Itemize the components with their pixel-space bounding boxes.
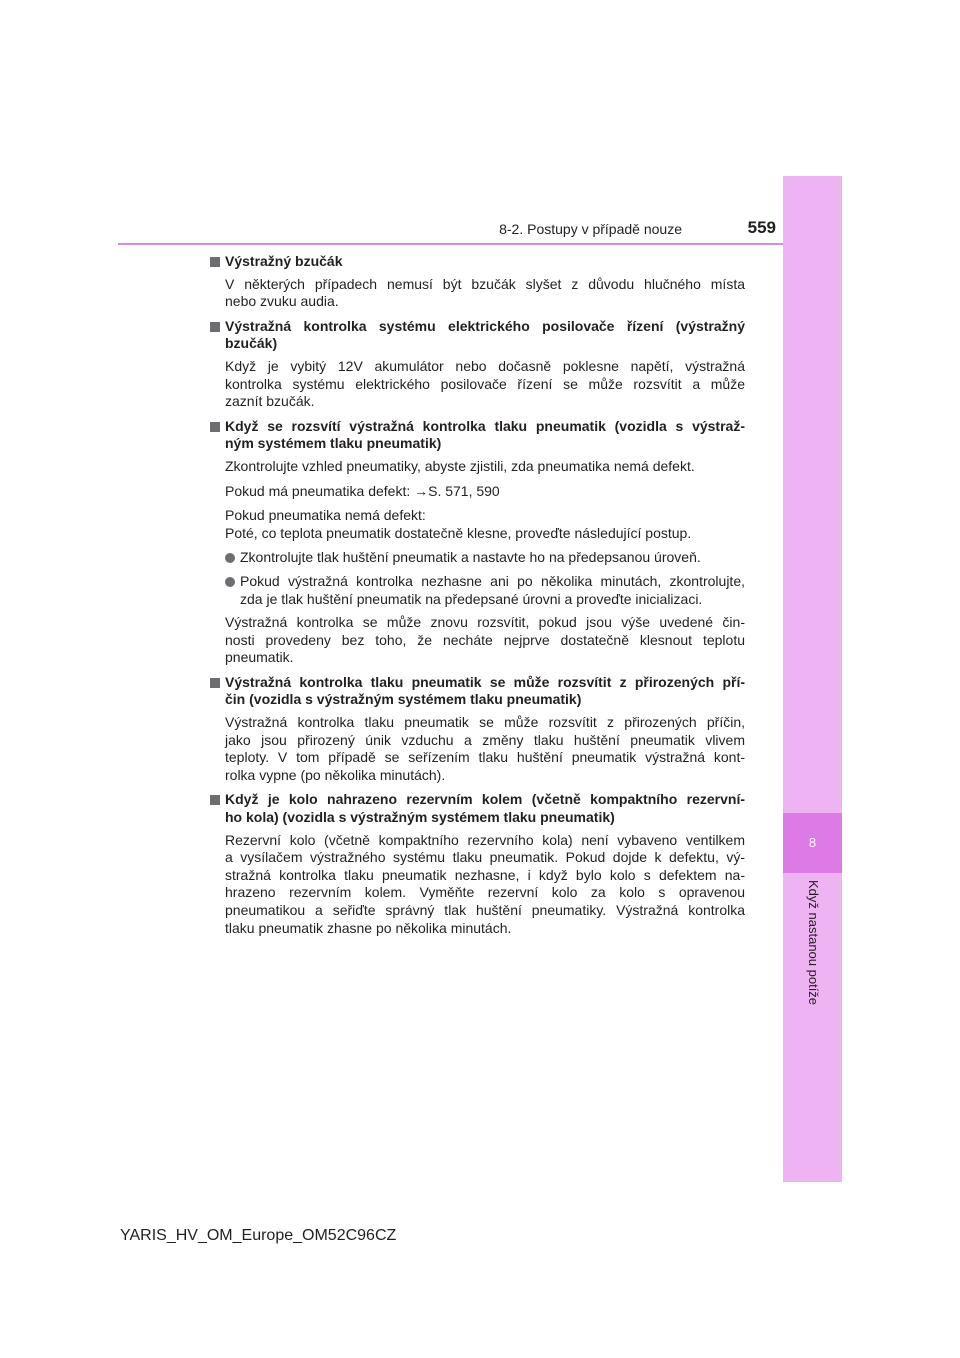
round-bullet-icon [225, 553, 235, 563]
list-item [210, 549, 745, 567]
heading-line: Výstražný bzučák [225, 253, 343, 269]
body-line: Zkontrolujte vzhled pneumatiky, abyste zjistili, zda pneumatika nemá defekt. [225, 457, 695, 474]
body-line: pneumatik. [225, 649, 294, 666]
square-bullet-icon [210, 257, 220, 267]
body-line: rolka vypne (po několika minutách). [225, 766, 446, 783]
square-bullet-icon [210, 795, 220, 805]
heading-line: Když je kolo nahrazeno rezervním kolem (včetně kompaktního rezervní- [225, 791, 745, 808]
section-body [210, 832, 745, 938]
body-line: Výstražná kontrolka se může znovu rozsvítit, pokud jsou výše uvedené čin- [225, 614, 745, 631]
section-paragraph [210, 614, 745, 667]
heading-line: čin (vozidla s výstražným systémem tlaku pneumatik) [225, 691, 582, 708]
page-content [210, 253, 745, 944]
heading-line: bzučák) [225, 335, 278, 352]
section-heading [210, 318, 745, 353]
body-line: tlaku pneumatik zhasne po několika minutách. [225, 919, 512, 936]
square-bullet-icon [210, 422, 220, 432]
section-heading [210, 418, 745, 453]
body-line: Když je vybitý 12V akumulátor nebo dočasně poklesne napětí, výstražná [225, 357, 745, 374]
chapter-number-tab: 8 [783, 813, 842, 873]
document-code-footer: YARIS_HV_OM_Europe_OM52C96CZ [120, 1227, 397, 1244]
list-item-line: Zkontrolujte tlak huštění pneumatik a nastavte ho na předepsanou úroveň. [240, 549, 701, 566]
body-line: jako jsou přirozený únik vzduchu a změny tlaku huštění pneumatik vlivem [225, 731, 745, 748]
list-item [210, 573, 745, 608]
list-item-line: Pokud výstražná kontrolka nezhasne ani po několika minutách, zkontrolujte, [240, 572, 745, 589]
section-heading [210, 674, 745, 709]
section-body [210, 276, 745, 311]
page-number: 559 [747, 218, 776, 237]
body-line: teploty. V tom případě se seřízením tlaku huštění pneumatik výstražná kont- [225, 749, 745, 766]
body-line: Výstražná kontrolka tlaku pneumatik se může rozsvítit z přirozených příčin, [225, 714, 745, 731]
section-heading [210, 791, 745, 826]
body-line: Rezervní kolo (včetně kompaktního rezervního kola) není vybaveno ventilkem [225, 831, 745, 848]
chapter-title-vertical: Když nastanou potíže [806, 880, 821, 1006]
body-line: Pokud má pneumatika defekt: →S. 571, 590 [225, 482, 500, 499]
heading-line: Výstražná kontrolka tlaku pneumatik se může rozsvítit z přirozených pří- [225, 673, 745, 690]
body-line: nebo zvuku audia. [225, 293, 339, 310]
section-body [210, 714, 745, 784]
body-line: V některých případech nemusí být bzučák slyšet z důvodu hlučného místa [225, 275, 745, 292]
body-line: hrazeno rezervním kolem. Vyměňte rezervní kolo za kolo s opravenou [225, 884, 745, 901]
body-line: a vysílačem výstražného systému tlaku pneumatik. Pokud dojde k defektu, vý- [225, 849, 745, 866]
body-line: pneumatikou a seřiďte správný tlak huštění pneumatiky. Výstražná kontrolka [225, 902, 745, 918]
square-bullet-icon [210, 322, 220, 332]
round-bullet-icon [225, 577, 235, 587]
heading-line: ným systémem tlaku pneumatik) [225, 435, 442, 452]
heading-line: Výstražná kontrolka systému elektrického posilovače řízení (výstražný [225, 317, 745, 334]
section-paragraph [210, 483, 745, 501]
list-item-line: zda je tlak huštění pneumatik na předepsané úrovni a proveďte inicializaci. [240, 590, 703, 607]
section-paragraph [210, 507, 745, 542]
chapter-side-strip [783, 176, 842, 1182]
header-section-title: 8-2. Postupy v případě nouze [499, 221, 682, 237]
section-paragraph [210, 458, 745, 476]
header-rule [118, 243, 783, 245]
body-line: Poté, co teplota pneumatik dostatečně klesne, proveďte následující postup. [225, 524, 692, 541]
body-line: zaznít bzučák. [225, 393, 315, 410]
heading-line: Když se rozsvítí výstražná kontrolka tlaku pneumatik (vozidla s výstraž- [225, 417, 745, 434]
body-line: nosti provedeny bez toho, že necháte nejprve dostatečně klesnout teplotu [225, 631, 745, 648]
body-line: stražná kontrolka tlaku pneumatik nezhasne, i když bylo kolo s defektem na- [225, 866, 745, 883]
square-bullet-icon [210, 678, 220, 688]
heading-line: ho kola) (vozidla s výstražným systémem tlaku pneumatik) [225, 809, 615, 826]
body-line: Pokud pneumatika nemá defekt: [225, 507, 426, 524]
section-heading [210, 253, 745, 271]
body-line: kontrolka systému elektrického posilovače řízení se může rozsvítit a může [225, 375, 745, 392]
section-body [210, 358, 745, 411]
